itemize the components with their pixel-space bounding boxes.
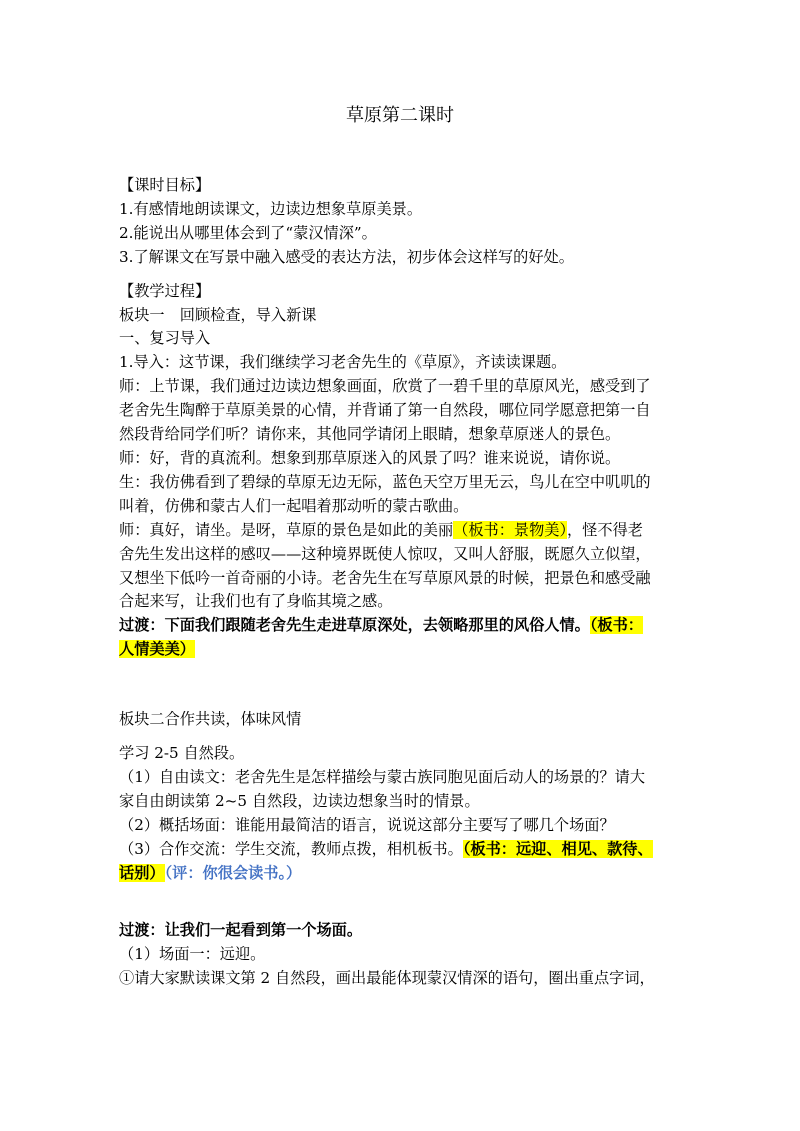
transition-line [119, 638, 689, 662]
process-header: 【教学过程】 [119, 281, 211, 300]
question-line: （1）自由读文：老舍先生是怎样描绘与蒙古族同胞见面后动人的场景的？请大 [119, 767, 646, 786]
transition-line: 过渡：让我们一起看到第一个场面。 [119, 921, 362, 940]
goal-item: 1.有感情地朗读课文，边读边想象草原美景。 [119, 199, 423, 218]
text-run: ，怪不得老 [567, 520, 643, 539]
document-body [119, 174, 689, 991]
question-line [119, 862, 689, 886]
teacher-line: 然段背给同学们听？请你来，其他同学请闭上眼睛，想象草原迷人的景色。 [119, 425, 621, 444]
teacher-line [119, 519, 689, 543]
text-run: 过渡：下面我们跟随老舍先生走进草原深处，去领略那里的风俗人情。 [119, 616, 590, 635]
block2-title: 板块二合作共读，体味风情 [119, 710, 302, 729]
board-note-highlight: 话别） [119, 863, 165, 882]
intro-paragraph: 1.导入：这节课，我们继续学习老舍先生的《草原》，齐读读课题。 [119, 353, 567, 372]
transition-line [119, 614, 689, 638]
board-note-highlight: （板书：远迎、相见、款待、 [462, 839, 653, 858]
study-line: 学习 2-5 自然段。 [119, 744, 245, 763]
board-note-highlight: 人情美美） [119, 640, 195, 659]
teacher-comment: （评：你很会读书。） [164, 863, 302, 882]
scene-line: （1）场面一：远迎。 [119, 945, 266, 964]
teacher-line: 舍先生发出这样的感叹——这种境界既使人惊叹，又叫人舒服，既愿久立似望， [119, 544, 651, 563]
teacher-line: 合起来写，让我们也有了身临其境之感。 [119, 592, 393, 611]
student-line: 叫着，仿佛和蒙古人们一起唱着那动听的蒙古歌曲。 [119, 496, 469, 515]
goals-header: 【课时目标】 [119, 176, 211, 194]
block1-title: 板块一 回顾检查，导入新课 [119, 305, 317, 324]
goal-item: 2.能说出从哪里体会到了“蒙汉情深”。 [119, 223, 377, 242]
question-line: 家自由朗读第 2~5 自然段，边读边想象当时的情景。 [119, 791, 480, 810]
text-run: （3）合作交流：学生交流，教师点拨，相机板书。 [119, 839, 463, 858]
goal-item: 3.了解课文在写景中融入感受的表达方法，初步体会这样写的好处。 [119, 247, 574, 266]
question-line [119, 838, 689, 862]
block1-subtitle: 一、复习导入 [119, 329, 211, 348]
board-note-highlight: （板书： [589, 616, 643, 635]
text-run: 师：真好，请坐。是呀，草原的景色是如此的美丽 [119, 520, 454, 539]
teacher-line: 师：上节课，我们通过边读边想象画面，欣赏了一碧千里的草原风光，感受到了 [119, 377, 651, 396]
teacher-line: 老舍先生陶醉于草原美景的心情，并背诵了第一自然段，哪位同学愿意把第一自 [119, 401, 651, 420]
board-note-highlight: （板书：景物美） [453, 520, 568, 539]
question-line: （2）概括场面：谁能用最简洁的语言，说说这部分主要写了哪几个场面？ [119, 815, 615, 834]
task-line: ①请大家默读课文第 2 自然段，画出最能体现蒙汉情深的语句，圈出重点字词， [119, 969, 655, 988]
student-line: 生：我仿佛看到了碧绿的草原无边无际，蓝色天空万里无云，鸟儿在空中叽叽的 [119, 472, 651, 491]
document-title: 草原第二课时 [346, 105, 454, 126]
teacher-line: 师：好，背的真流利。想象到那草原迷入的风景了吗？谁来说说，请你说。 [119, 448, 621, 467]
teacher-line: 又想坐下低吟一首奇丽的小诗。老舍先生在写草原风景的时候，把景色和感受融 [119, 568, 651, 587]
